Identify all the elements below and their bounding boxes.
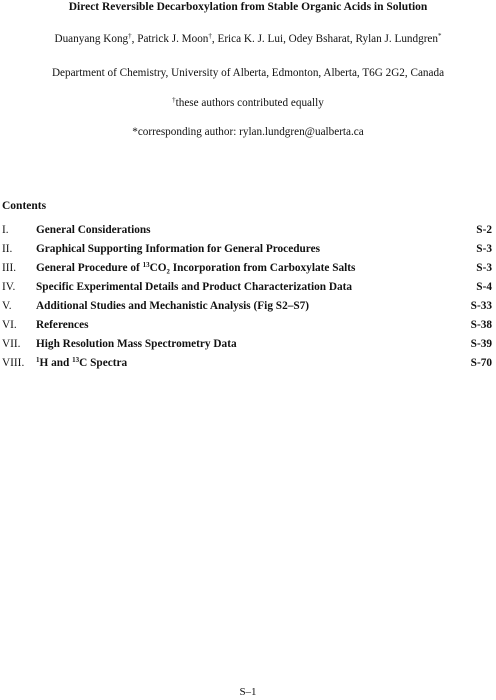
toc-entry[interactable] [0,318,496,337]
toc-entry[interactable] [0,242,496,261]
toc-entry[interactable] [0,299,496,318]
toc-entry[interactable] [0,223,496,242]
toc-title: $^1$H and $^{13}$C Spectra [36,356,128,369]
toc-title: Additional Studies and Mechanistic Analysis (Fig S2–S7) [36,300,310,312]
affiliation: Department of Chemistry, University of Alberta, Edmonton, Alberta, T6G 2G2, Canada [51,67,445,79]
toc-page: S-39 [470,338,492,350]
toc-number: II. [2,243,13,255]
toc-number: VIII. [2,357,25,369]
toc-title: Graphical Supporting Information for General Procedures [36,243,320,255]
toc-entry[interactable] [0,261,496,280]
contents-heading: Contents [2,200,47,212]
toc-page: S-3 [476,262,492,274]
toc-title: General Procedure of $^{13}$CO₂ Incorporation from Carboxylate Salts [36,261,356,274]
toc-title: References [36,319,89,331]
dagger-mark: † [172,96,176,104]
toc-page: S-2 [476,224,492,236]
author-name: Rylan J. Lundgren [355,33,438,45]
toc-number: III. [2,262,17,274]
page-number: S–1 [239,686,257,698]
toc-page: S-33 [470,300,492,312]
author-name: Erica K. J. Lui [217,33,284,45]
toc-page: S-3 [476,243,492,255]
author-mark: * [437,32,442,40]
toc-number: V. [2,300,12,312]
toc-entry[interactable] [0,337,496,356]
toc-title: General Considerations [36,224,151,236]
toc-page: S-70 [470,357,492,369]
toc-number: I. [2,224,9,236]
author-mark: † [208,32,212,40]
author-list: Duanyang Kong†, Patrick J. Moon†, Erica K. J. Lui, Odey Bsharat, Rylan J. Lundgren* [54,32,442,45]
toc-entry[interactable] [0,280,496,299]
toc-number: VII. [2,338,21,350]
equal-contribution-note: †these authors contributed equally [172,96,324,109]
author-name: Odey Bsharat [288,33,350,45]
toc-page: S-4 [476,281,492,293]
toc-title: Specific Experimental Details and Product Characterization Data [36,281,353,293]
author-mark: † [128,32,132,40]
table-of-contents [0,223,496,375]
corresponding-author: *corresponding author: rylan.lundgren@ualberta.ca [132,126,364,138]
toc-number: VI. [2,319,17,331]
toc-entry[interactable] [0,356,496,375]
author-name: Patrick J. Moon [137,33,209,45]
author-name: Duanyang Kong [54,33,129,45]
toc-number: IV. [2,281,16,293]
document-title: Direct Reversible Decarboxylation from Stable Organic Acids in Solution [68,1,428,13]
toc-title: High Resolution Mass Spectrometry Data [36,338,237,350]
toc-page: S-38 [470,319,492,331]
